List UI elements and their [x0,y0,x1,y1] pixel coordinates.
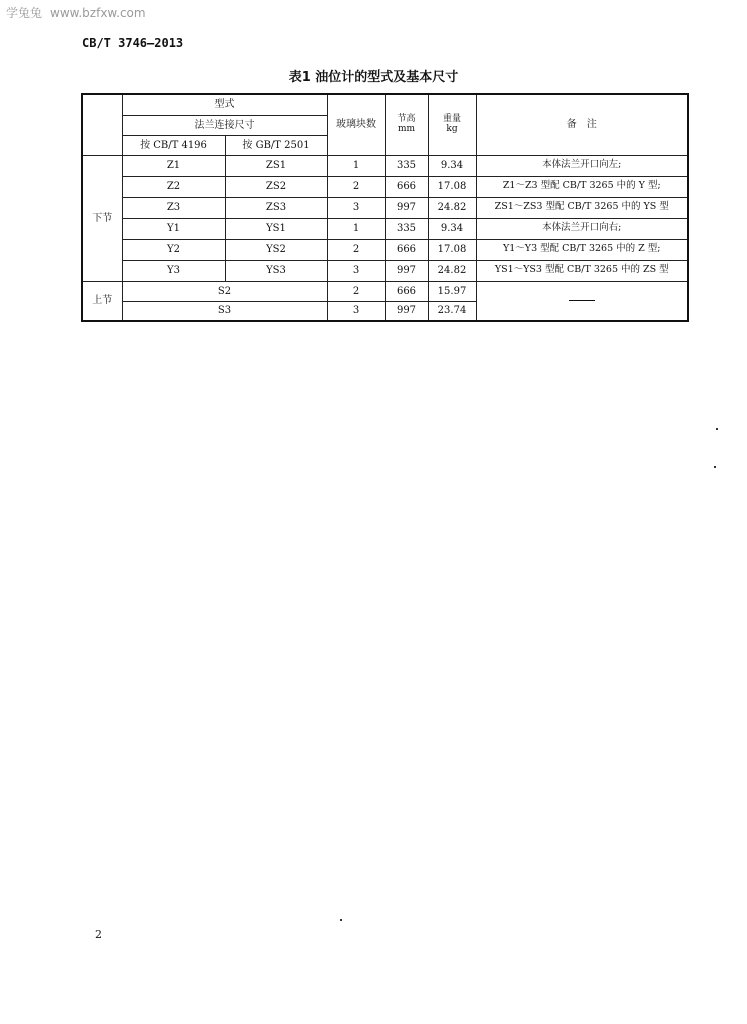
cell-note: 本体法兰开口向右; [476,218,688,239]
upper-section-label: 上节 [82,281,122,321]
cell-height: 335 [385,218,428,239]
cell-note: 本体法兰开口向左; [476,155,688,176]
cell-note: Z1～Z3 型配 CB/T 3265 中的 Y 型; [476,176,688,197]
header-per-cb: 按 CB/T 4196 [122,135,225,155]
cell-note: YS1～YS3 型配 CB/T 3265 中的 ZS 型 [476,260,688,281]
cell-gb: YS2 [225,239,327,260]
cell-weight: 17.08 [428,239,476,260]
cell-gb: ZS3 [225,197,327,218]
cell-glass: 1 [327,155,385,176]
header-flange-dim: 法兰连接尺寸 [122,115,327,135]
cell-note: ZS1～ZS3 型配 CB/T 3265 中的 YS 型 [476,197,688,218]
cell-height: 335 [385,155,428,176]
cell-cb: Y2 [122,239,225,260]
header-weight-unit: kg [446,123,458,134]
cell-height: 666 [385,176,428,197]
cell-glass: 2 [327,239,385,260]
watermark [6,4,154,21]
cell-height: 997 [385,260,428,281]
cell-cb: Y3 [122,260,225,281]
cell-weight: 17.08 [428,176,476,197]
header-weight-label: 重量 [442,113,461,124]
cell-cb: Z3 [122,197,225,218]
table-row [82,218,688,239]
cell-weight: 23.74 [428,301,476,321]
header-weight [428,94,476,155]
cell-glass: 1 [327,218,385,239]
header-type: 型式 [122,94,327,115]
cell-glass: 3 [327,197,385,218]
cell-weight: 24.82 [428,260,476,281]
table-row [82,281,688,301]
scan-speck [716,428,718,430]
watermark-site-name: 学兔兔 [6,6,43,20]
cell-weight: 24.82 [428,197,476,218]
cell-note: Y1～Y3 型配 CB/T 3265 中的 Z 型; [476,239,688,260]
cell-height: 666 [385,281,428,301]
cell-weight: 9.34 [428,218,476,239]
scan-speck [714,466,716,468]
standard-code: CB/T 3746—2013 [82,36,184,50]
watermark-url: www.bzfxw.com [50,6,146,20]
cell-glass: 2 [327,281,385,301]
cell-note-empty [476,281,688,321]
table-title: 表1 油位计的型式及基本尺寸 [288,70,459,85]
cell-weight: 15.97 [428,281,476,301]
header-section-height-unit: mm [397,123,416,134]
header-section-height [385,94,428,155]
dash-mark [569,300,595,301]
header-per-gb: 按 GB/T 2501 [225,135,327,155]
table-row [82,176,688,197]
cell-type: S3 [122,301,327,321]
cell-glass: 3 [327,260,385,281]
corner-cell [82,94,122,155]
header-section-height-label: 节高 [397,113,416,124]
table-row [82,239,688,260]
cell-cb: Z1 [122,155,225,176]
cell-height: 997 [385,301,428,321]
cell-type: S2 [122,281,327,301]
cell-weight: 9.34 [428,155,476,176]
table-row [82,155,688,176]
cell-gb: YS1 [225,218,327,239]
cell-gb: ZS2 [225,176,327,197]
page-number: 2 [95,928,102,941]
cell-height: 997 [385,197,428,218]
table-row [82,197,688,218]
cell-glass: 3 [327,301,385,321]
spec-table [81,93,689,322]
cell-glass: 2 [327,176,385,197]
cell-gb: YS3 [225,260,327,281]
header-glass-count: 玻璃块数 [327,94,385,155]
table-row [82,260,688,281]
cell-cb: Y1 [122,218,225,239]
cell-gb: ZS1 [225,155,327,176]
cell-height: 666 [385,239,428,260]
lower-section-label: 下节 [82,155,122,281]
header-remarks: 备 注 [476,94,688,155]
scan-speck [340,919,342,921]
cell-cb: Z2 [122,176,225,197]
